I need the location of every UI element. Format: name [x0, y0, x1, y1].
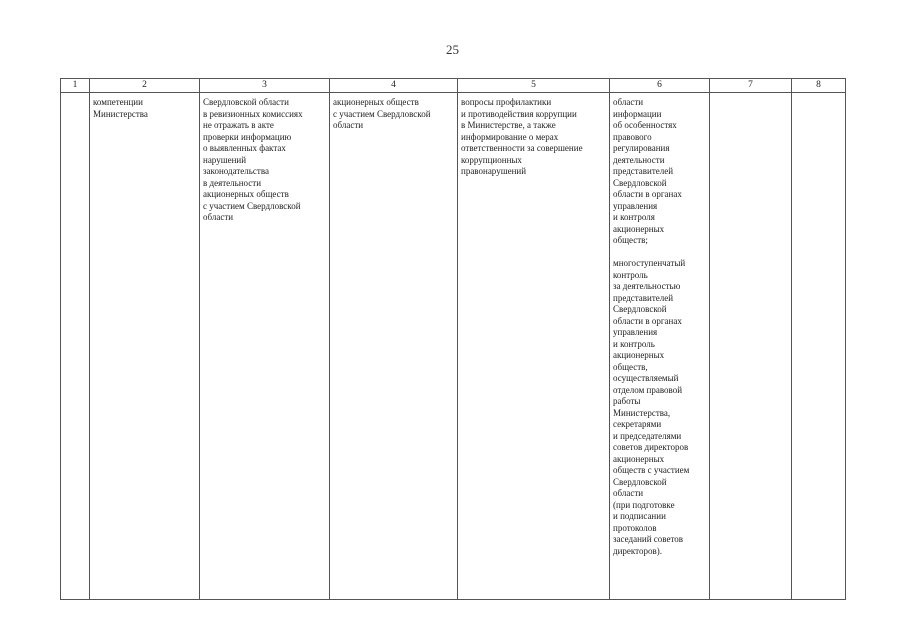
- cell-col-2: компетенции Министерства: [90, 93, 200, 600]
- column-number-1: 1: [61, 79, 90, 93]
- column-number-2: 2: [90, 79, 200, 93]
- column-number-4: 4: [330, 79, 458, 93]
- cell-col-1: [61, 93, 90, 600]
- cell-col-3: Свердловской области в ревизионных комиссиях не отражать в акте проверки информацию о выявленных фактах нарушений законодательства в деятельности акционерных обществ с участием Свердловской области: [200, 93, 330, 600]
- column-number-8: 8: [792, 79, 846, 93]
- column-number-3: 3: [200, 79, 330, 93]
- column-number-5: 5: [458, 79, 610, 93]
- page-number: 25: [446, 42, 459, 57]
- cell-col-5: вопросы профилактики и противодействия коррупции в Министерстве, а также информирование о мерах ответственности за совершение коррупционных правонарушений: [458, 93, 610, 600]
- cell-col-7: [710, 93, 792, 600]
- column-number-row: [61, 79, 846, 93]
- column-number-6: 6: [610, 79, 710, 93]
- column-number-7: 7: [710, 79, 792, 93]
- cell-col-6: области информации об особенностях правового регулирования деятельности представителей Свердловской области в органах управления и контроля акционерных обществ; многоступенчатый контроль за деятельностью представителей Свердловской области в органах управления и контроль акционерных обществ, осуществляемый отделом правовой работы Министерства, секретарями и председателями советов директоров акционерных обществ с участием Свердловской области (при подготовке и подписании протоколов заседаний советов директоров).: [610, 93, 710, 600]
- measures-table: [60, 78, 846, 600]
- table-row: [61, 93, 846, 600]
- cell-col-8: [792, 93, 846, 600]
- cell-col-4: акционерных обществ с участием Свердловской области: [330, 93, 458, 600]
